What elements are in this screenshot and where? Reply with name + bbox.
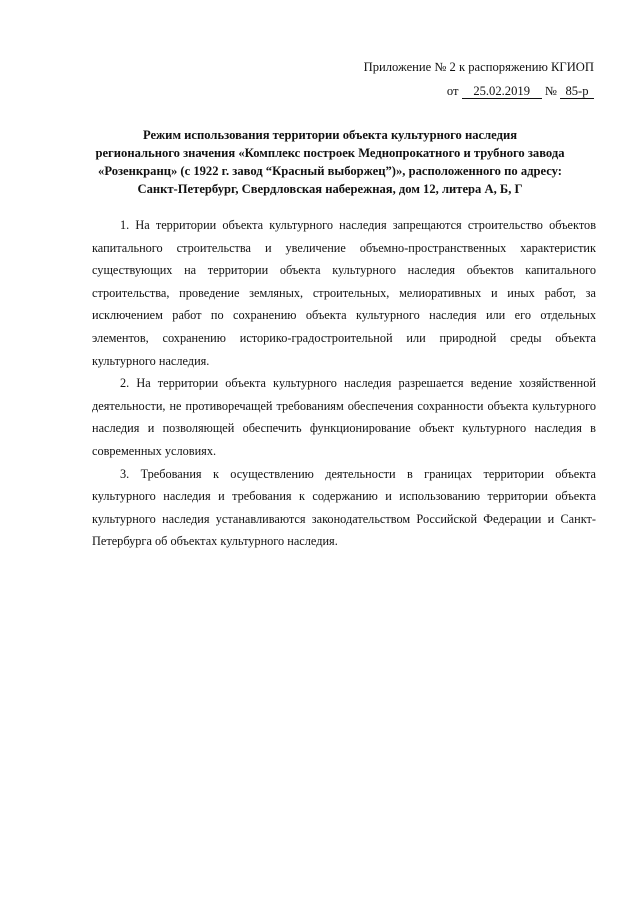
appendix-date-number-line (364, 82, 594, 100)
title-line: регионального значения «Комплекс построек Меднопрокатного и трубного завода (95, 146, 565, 160)
number-label: № (544, 84, 557, 98)
document-title (60, 126, 600, 198)
paragraph-1: 1. На территории объекта культурного наследия запрещаются строительство объектов капитального строительства и увеличение объемно-пространственных характеристик существующих на территории объекта культурного наследия объектов капитального строительства, проведение земляных, строительных, мелиоративных и иных работ, за исключением работ по сохранению объекта культурного наследия или его отдельных элементов, сохранению историко-градостроительной или природной среды объекта культурного наследия. (92, 218, 596, 368)
paragraph-3: 3. Требования к осуществлению деятельности в границах территории объекта культурного наследия и требования к содержанию и использованию территории объекта культурного наследия устанавливаются законодательством Российской Федерации и Санкт-Петербурга об объектах культурного наследия. (92, 466, 596, 549)
paragraph-2: 2. На территории объекта культурного наследия разрешается ведение хозяйственной деятельности, не противоречащей требованиям обеспечения сохранности объекта культурного наследия и позволяющей обеспечить функционирование объект культурного наследия в современных условиях. (92, 376, 596, 458)
from-label: от (446, 84, 459, 98)
appendix-reference: Приложение № 2 к распоряжению КГИОП (363, 60, 594, 74)
title-line: Режим использования территории объекта культурного наследия (142, 128, 518, 142)
appendix-header (364, 58, 594, 100)
order-number: 85-р (560, 84, 594, 99)
title-line: «Розенкранц» (с 1922 г. завод “Красный выборжец”)», расположенного по адресу: (98, 164, 562, 178)
order-date: 25.02.2019 (462, 84, 542, 99)
document-body (92, 214, 596, 553)
title-line: Санкт-Петербург, Свердловская набережная, дом 12, литера А, Б, Г (137, 182, 523, 196)
